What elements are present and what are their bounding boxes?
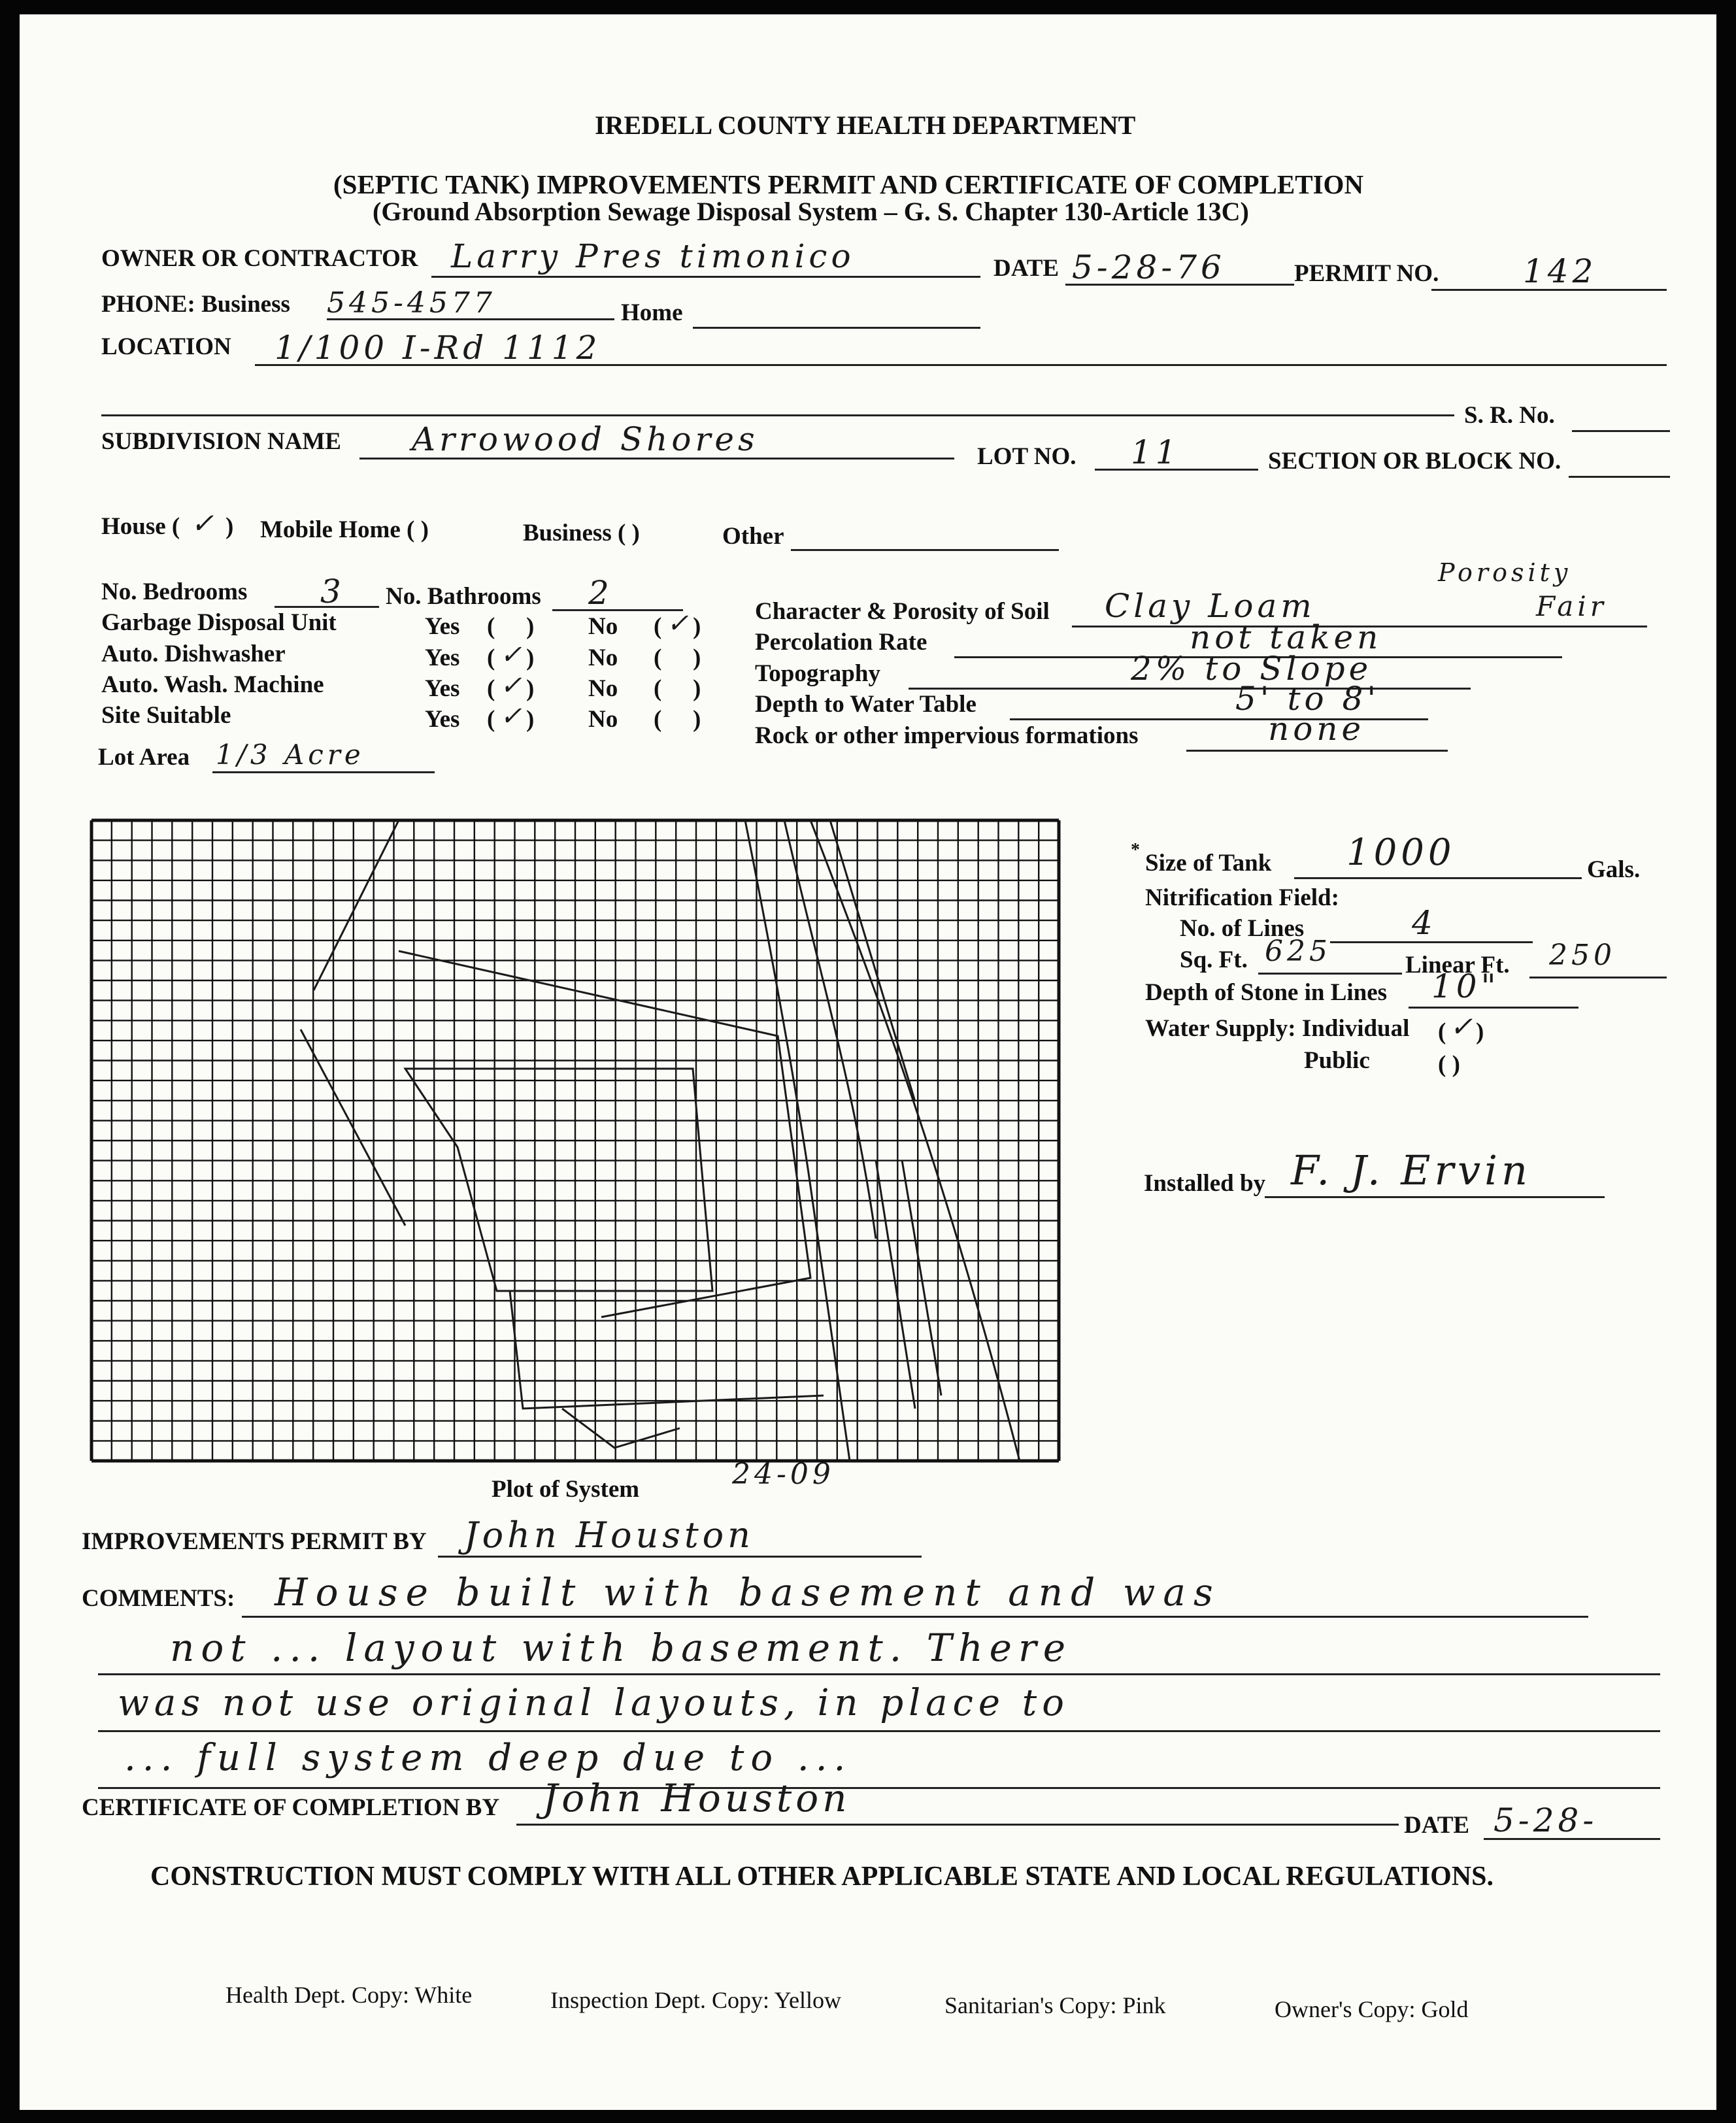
certificate-date-value: 5-28- xyxy=(1494,1801,1598,1839)
porosity-note-top: Porosity xyxy=(1438,558,1572,587)
grid-lines xyxy=(92,820,1059,1461)
water-table-line xyxy=(1010,718,1428,720)
dishwasher-yes-open: ( xyxy=(487,644,495,671)
form-title: (SEPTIC TANK) IMPROVEMENTS PERMIT AND CERTIFICATE OF COMPLETION xyxy=(333,169,1364,199)
bathrooms-value: 2 xyxy=(588,574,613,612)
comments-line-4 xyxy=(98,1787,1660,1789)
permit-no-label: PERMIT NO. xyxy=(1294,260,1439,287)
water-supply-label: Water Supply: Individual xyxy=(1145,1015,1410,1042)
topography-value: 2% to Slope xyxy=(1131,650,1373,688)
other-label: Other xyxy=(722,523,784,550)
bedrooms-value: 3 xyxy=(320,573,345,610)
wash-machine-no: No xyxy=(588,675,618,702)
water-individual-close: ) xyxy=(1476,1018,1484,1045)
section-label: SECTION OR BLOCK NO. xyxy=(1268,448,1561,475)
soil-porosity-value: Clay Loam xyxy=(1105,587,1316,625)
public-mark: ( ) xyxy=(1438,1051,1460,1078)
asterisk-mark: * xyxy=(1131,840,1140,860)
stone-depth-label: Depth of Stone in Lines xyxy=(1145,979,1388,1006)
dishwasher-no-close: ) xyxy=(693,644,701,671)
topography-line xyxy=(909,688,1471,690)
owner-value: Larry Pres timonico xyxy=(451,237,855,275)
public-label: Public xyxy=(1304,1047,1370,1074)
garbage-no-close: ) xyxy=(693,613,701,640)
wash-machine-label: Auto. Wash. Machine xyxy=(101,671,324,698)
permit-form-page xyxy=(20,14,1716,2110)
dishwasher-yes-mark: ✓ xyxy=(500,640,526,670)
comments-text-4: ... full system deep due to ... xyxy=(124,1737,852,1779)
sqft-line xyxy=(1258,973,1402,975)
subdivision-value: Arrowood Shores xyxy=(412,420,759,458)
water-individual-open: ( xyxy=(1438,1018,1446,1045)
nitrification-field-label: Nitrification Field: xyxy=(1145,884,1339,911)
sketch-line xyxy=(405,1069,712,1291)
sr-no-label: S. R. No. xyxy=(1464,402,1555,429)
garbage-no-mark: ✓ xyxy=(667,609,693,639)
bedrooms-label: No. Bedrooms xyxy=(101,578,248,605)
comments-label: COMMENTS: xyxy=(82,1585,235,1612)
dishwasher-no-open: ( xyxy=(654,644,662,671)
certificate-label: CERTIFICATE OF COMPLETION BY xyxy=(82,1794,500,1821)
tank-size-line xyxy=(1294,877,1582,879)
tank-unit: Gals. xyxy=(1587,856,1641,883)
garbage-yes: Yes xyxy=(425,613,460,640)
phone-business-value: 545-4577 xyxy=(327,286,496,320)
tank-size-value: 1000 xyxy=(1346,831,1456,874)
rock-value: none xyxy=(1268,710,1365,748)
installed-by-value: F. J. Ervin xyxy=(1291,1146,1531,1194)
form-subtitle: (Ground Absorption Sewage Disposal System – G. S. Chapter 130-Article 13C) xyxy=(373,197,1249,226)
house-check-mark: ✓ xyxy=(191,507,218,539)
comments-line-2 xyxy=(98,1673,1660,1675)
water-individual-mark: ✓ xyxy=(1450,1011,1477,1043)
dishwasher-yes: Yes xyxy=(425,644,460,671)
bathrooms-line xyxy=(552,609,683,611)
location-second-line xyxy=(101,414,1454,416)
site-suitable-no: No xyxy=(588,706,618,733)
dishwasher-yes-close: ) xyxy=(526,644,535,671)
location-value: 1/100 I-Rd 1112 xyxy=(275,329,601,367)
comments-text-1: House built with basement and was xyxy=(275,1570,1221,1614)
plot-of-system-grid xyxy=(92,820,1059,1461)
mobile-home-label: Mobile Home ( ) xyxy=(260,516,429,543)
garbage-yes-open: ( xyxy=(487,613,495,640)
wash-machine-no-close: ) xyxy=(693,675,701,702)
linear-ft-line xyxy=(1529,977,1667,978)
other-line xyxy=(791,549,1059,551)
water-table-label: Depth to Water Table xyxy=(755,691,976,718)
tank-size-label: Size of Tank xyxy=(1145,850,1272,877)
phone-business-label: PHONE: Business xyxy=(101,291,290,318)
wash-machine-yes-close: ) xyxy=(526,675,535,702)
date-label: DATE xyxy=(993,255,1060,282)
sqft-label: Sq. Ft. xyxy=(1180,946,1248,973)
dishwasher-label: Auto. Dishwasher xyxy=(101,641,286,667)
lot-area-label: Lot Area xyxy=(98,744,190,771)
rock-label: Rock or other impervious formations xyxy=(755,722,1139,749)
site-suitable-yes-mark: ✓ xyxy=(500,701,526,731)
wash-machine-yes-mark: ✓ xyxy=(500,671,526,701)
improvements-permit-line xyxy=(438,1556,922,1558)
phone-home-line xyxy=(693,327,980,329)
section-line xyxy=(1569,476,1670,478)
stone-depth-line xyxy=(1409,1007,1578,1009)
bathrooms-label: No. Bathrooms xyxy=(386,583,541,610)
water-table-value: 5' to 8' xyxy=(1235,680,1380,718)
copy-inspection-dept: Inspection Dept. Copy: Yellow xyxy=(550,1987,841,2013)
site-suitable-no-close: ) xyxy=(693,706,701,733)
site-suitable-yes: Yes xyxy=(425,706,460,733)
lot-no-label: LOT NO. xyxy=(977,443,1077,470)
sr-no-line xyxy=(1572,430,1670,432)
garbage-yes-close: ) xyxy=(526,613,535,640)
soil-porosity-label: Character & Porosity of Soil xyxy=(755,598,1050,625)
improvements-permit-value: John Houston xyxy=(464,1514,754,1556)
copy-sanitarian: Sanitarian's Copy: Pink xyxy=(944,1992,1166,2018)
wash-machine-yes-open: ( xyxy=(487,675,495,702)
topography-label: Topography xyxy=(755,660,880,687)
garbage-no-open: ( xyxy=(654,613,662,640)
site-suitable-label: Site Suitable xyxy=(101,702,231,729)
stone-depth-value: 10" xyxy=(1431,967,1500,1005)
house-close: ) xyxy=(225,513,234,540)
lines-label: No. of Lines xyxy=(1180,915,1305,942)
owner-label: OWNER OR CONTRACTOR xyxy=(101,245,418,272)
department-title: IREDELL COUNTY HEALTH DEPARTMENT xyxy=(595,110,1136,140)
copy-owner: Owner's Copy: Gold xyxy=(1275,1996,1469,2022)
garbage-no: No xyxy=(588,613,618,640)
lines-value: 4 xyxy=(1412,904,1437,942)
phone-home-label: Home xyxy=(621,299,683,326)
house-label: House ( xyxy=(101,513,180,540)
garbage-label: Garbage Disposal Unit xyxy=(101,609,337,636)
lot-no-value: 11 xyxy=(1131,433,1180,471)
lot-area-value: 1/3 Acre xyxy=(216,739,365,771)
sketch-line xyxy=(784,820,876,1239)
linear-ft-label: Linear Ft. xyxy=(1405,952,1510,978)
site-suitable-no-open: ( xyxy=(654,706,662,733)
owner-line xyxy=(431,276,980,278)
location-label: LOCATION xyxy=(101,333,231,360)
copy-health-dept: Health Dept. Copy: White xyxy=(225,1982,473,2008)
porosity-note-bottom: Fair xyxy=(1536,590,1607,622)
linear-ft-value: 250 xyxy=(1549,939,1616,972)
certificate-value: John Houston xyxy=(542,1776,851,1820)
improvements-permit-label: IMPROVEMENTS PERMIT BY xyxy=(82,1528,427,1555)
rock-line xyxy=(1186,750,1448,752)
comments-line-1 xyxy=(242,1616,1588,1618)
permit-no-value: 142 xyxy=(1523,252,1597,290)
percolation-label: Percolation Rate xyxy=(755,629,927,656)
sketch-line xyxy=(562,1409,680,1448)
percolation-value: not taken xyxy=(1190,618,1382,656)
wash-machine-no-open: ( xyxy=(654,675,662,702)
site-suitable-yes-close: ) xyxy=(526,706,535,733)
sketch-line xyxy=(314,820,399,990)
certificate-line xyxy=(516,1824,1399,1826)
subdivision-label: SUBDIVISION NAME xyxy=(101,428,341,455)
certificate-date-label: DATE xyxy=(1404,1812,1470,1839)
installed-by-line xyxy=(1265,1196,1605,1198)
sqft-value: 625 xyxy=(1265,935,1331,968)
site-suitable-yes-open: ( xyxy=(487,706,495,733)
sketch-line xyxy=(399,951,810,1317)
plot-handwritten-note: 24-09 xyxy=(732,1458,835,1491)
dishwasher-no: No xyxy=(588,644,618,671)
date-value: 5-28-76 xyxy=(1072,248,1226,286)
lot-area-line xyxy=(212,771,435,773)
business-type-label: Business ( ) xyxy=(523,520,640,546)
comments-text-3: was not use original layouts, in place to xyxy=(118,1682,1070,1724)
comments-text-2: not ... layout with basement. There xyxy=(170,1626,1073,1670)
plot-caption: Plot of System xyxy=(492,1476,640,1503)
wash-machine-yes: Yes xyxy=(425,675,460,702)
comments-line-3 xyxy=(98,1730,1660,1732)
installed-by-label: Installed by xyxy=(1144,1170,1266,1197)
regulations-notice: CONSTRUCTION MUST COMPLY WITH ALL OTHER APPLICABLE STATE AND LOCAL REGULATIONS. xyxy=(150,1862,1494,1892)
